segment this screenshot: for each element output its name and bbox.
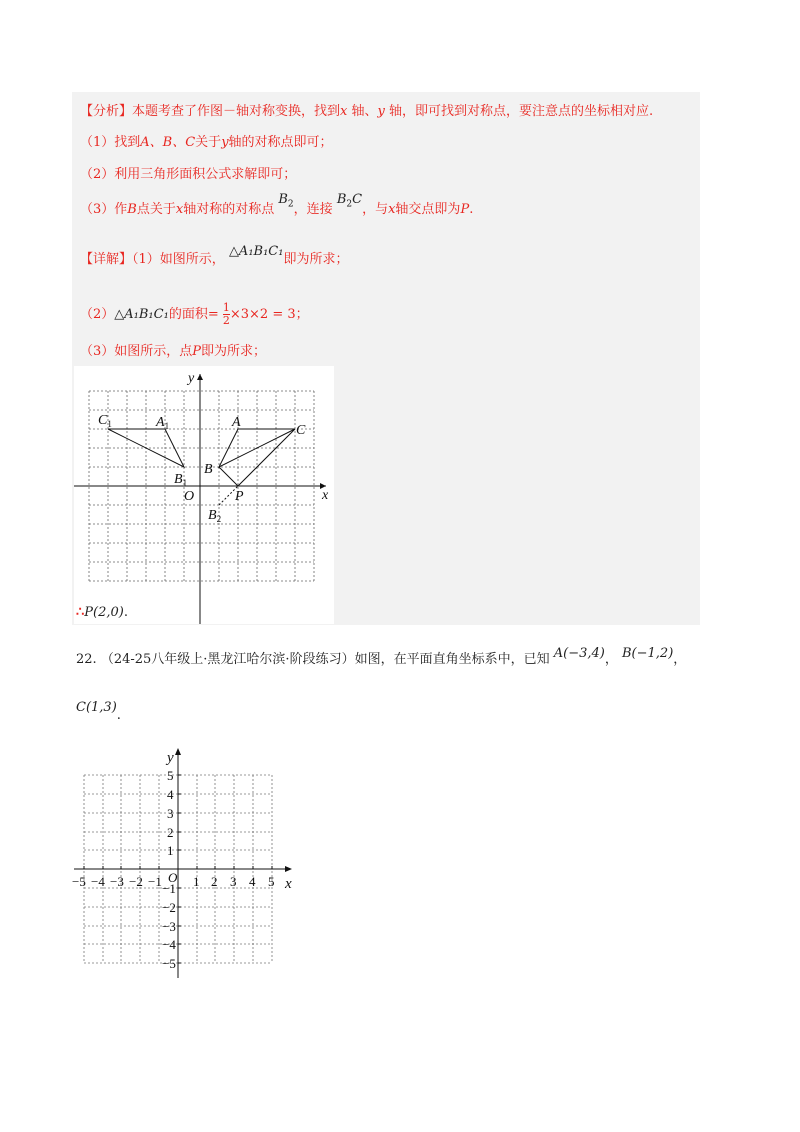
y-tick-label: 5 — [167, 768, 174, 783]
point-a-coord: A(−3,4) — [553, 646, 605, 661]
question-source: （24-25八年级上·黑龙江哈尔滨·阶段练习） — [100, 652, 355, 667]
segment-pc — [238, 429, 295, 486]
y-tick-label: −5 — [162, 956, 176, 971]
x-tick-label: 2 — [211, 874, 218, 889]
x-axis-label: x — [285, 876, 292, 892]
y-tick-label: −3 — [162, 919, 176, 934]
point-b-coord: B(−1,2) — [622, 646, 674, 661]
question-22: 22. （24-25八年级上·黑龙江哈尔滨·阶段练习）如图，在平面直角坐标系中，已知 A(−3,4)， B(−1,2)， — [76, 646, 687, 667]
conclusion-line: ∴P(2,0). — [76, 605, 128, 620]
question-figure — [66, 742, 306, 982]
label-p: P — [235, 489, 244, 504]
answer-graph — [74, 366, 334, 624]
detail-part3: （3）如图所示，点P即为所求； — [80, 344, 267, 359]
y-tick-label: 2 — [167, 825, 174, 840]
y-axis-arrow-icon — [175, 748, 181, 755]
x-tick-label: 5 — [268, 874, 275, 889]
b2-label: $B_2$ — [278, 192, 294, 210]
point-c-coord: C(1,3) — [76, 700, 117, 715]
x-axis-arrow-icon — [285, 866, 292, 872]
y-tick-label: −4 — [162, 937, 176, 952]
label-c: C — [296, 423, 306, 438]
b2c-label: $B_2C$ — [336, 192, 363, 210]
x-tick-label: −4 — [91, 874, 105, 889]
y-tick-label: 4 — [167, 787, 174, 802]
x-tick-label: 1 — [193, 874, 200, 889]
y-tick-label: 1 — [167, 843, 174, 858]
answer-figure — [74, 366, 334, 624]
analysis-step3: （3）作B点关于x轴对称的对称点 $B_2$，连接 $B_2C$，与x轴交点即为P. — [80, 192, 474, 217]
analysis-step1: （1）找到A、B、C关于y轴的对称点即可； — [80, 135, 333, 150]
x-tick-label: −2 — [129, 874, 143, 889]
y-axis-label: y — [167, 750, 174, 766]
label-c1: $C_1$ — [98, 413, 112, 429]
y-tick-label: −1 — [162, 881, 176, 896]
label-b: B — [204, 462, 213, 477]
x-tick-label: −5 — [72, 874, 86, 889]
label-b2: $B_2$ — [208, 508, 222, 524]
fraction-half: $\frac{1}{2}$ — [222, 301, 230, 327]
y-tick-label: 3 — [167, 806, 174, 821]
detail-part2: （2）△A₁B₁C₁的面积= $\frac{1}{2}$ ×3×2 = 3； — [80, 301, 309, 327]
segment-bp — [219, 467, 238, 486]
analysis-step2: （2）利用三角形面积公式求解即可； — [80, 167, 297, 182]
label-a1: $A_1$ — [156, 415, 170, 431]
detail-tag: 【详解】 — [80, 252, 133, 267]
question-number: 22. — [76, 652, 97, 667]
coordinate-grid — [66, 742, 306, 982]
x-tick-label: 3 — [230, 874, 237, 889]
x-tick-label: −1 — [148, 874, 162, 889]
origin-label: O — [168, 870, 178, 885]
y-axis-label: y — [188, 371, 195, 386]
triangle-a1b1c1 — [108, 429, 184, 467]
origin-label: O — [184, 489, 195, 504]
analysis-tag: 【分析】 — [80, 104, 133, 119]
x-tick-label: 4 — [249, 874, 256, 889]
question-22-cont: C(1,3). — [76, 700, 121, 723]
x-tick-label: −3 — [110, 874, 124, 889]
label-b1: $B_1$ — [174, 472, 188, 488]
analysis-line: 【分析】本题考查了作图－轴对称变换，找到x 轴、y 轴，即可找到对称点，要注意点的坐标相对应. — [80, 104, 654, 119]
label-a: A — [232, 415, 241, 430]
detail-part1: 【详解】（1）如图所示， △A₁B₁C₁即为所求； — [80, 244, 349, 267]
y-tick-label: −2 — [162, 900, 176, 915]
y-axis-arrow-icon — [197, 374, 203, 380]
x-axis-label: x — [322, 488, 329, 503]
